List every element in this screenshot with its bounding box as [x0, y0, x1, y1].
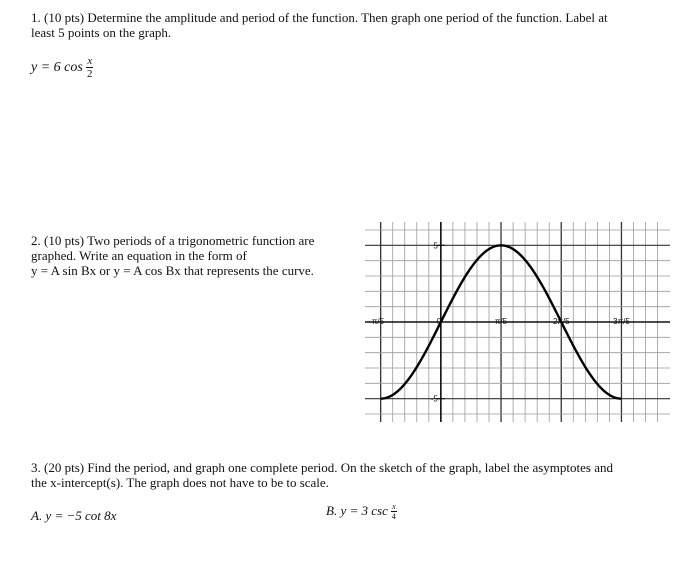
- q3-part-b-fraction: [391, 503, 397, 521]
- x-tick-label: 0: [436, 317, 442, 326]
- q3-part-a: A. y = −5 cot 8x: [31, 508, 117, 523]
- q2-line1: 2. (10 pts) Two periods of a trigonometric function are: [31, 233, 315, 248]
- q1-equation: [31, 56, 93, 80]
- y-label-bottom: -5: [430, 394, 438, 404]
- q2-graph: [365, 222, 670, 422]
- q1-fraction-denominator: 2: [87, 68, 93, 80]
- q2-line3: y = A sin Bx or y = A cos Bx that represents the curve.: [31, 263, 314, 278]
- q3-part-b-lhs: B. y = 3 csc: [326, 503, 388, 518]
- q3-line2: the x-intercept(s). The graph does not have to be to scale.: [31, 475, 329, 490]
- x-tick-label: 3π/5: [613, 317, 630, 326]
- x-tick-label: -π/5: [369, 317, 385, 326]
- q1-fraction-numerator: x: [87, 55, 93, 67]
- q3-part-b: [326, 503, 397, 521]
- q3-part-b-denominator: 4: [391, 512, 396, 522]
- y-label-top: 5: [433, 241, 438, 251]
- q3-line1: 3. (20 pts) Find the period, and graph one complete period. On the sketch of the graph, label the asymptotes and: [31, 460, 613, 475]
- q1-equation-fraction: [86, 56, 93, 80]
- x-tick-label: 2π/5: [552, 317, 570, 326]
- q1-equation-lhs: y = 6 cos: [31, 60, 83, 76]
- q2-line2: graphed. Write an equation in the form of: [31, 248, 247, 263]
- q1-heading-line2: least 5 points on the graph.: [31, 25, 172, 40]
- q1-heading: 1. (10 pts) Determine the amplitude and period of the function. Then graph one period of the function. Label at: [31, 10, 608, 25]
- q3-part-b-numerator: x: [392, 502, 396, 512]
- x-tick-label: π/5: [494, 317, 508, 326]
